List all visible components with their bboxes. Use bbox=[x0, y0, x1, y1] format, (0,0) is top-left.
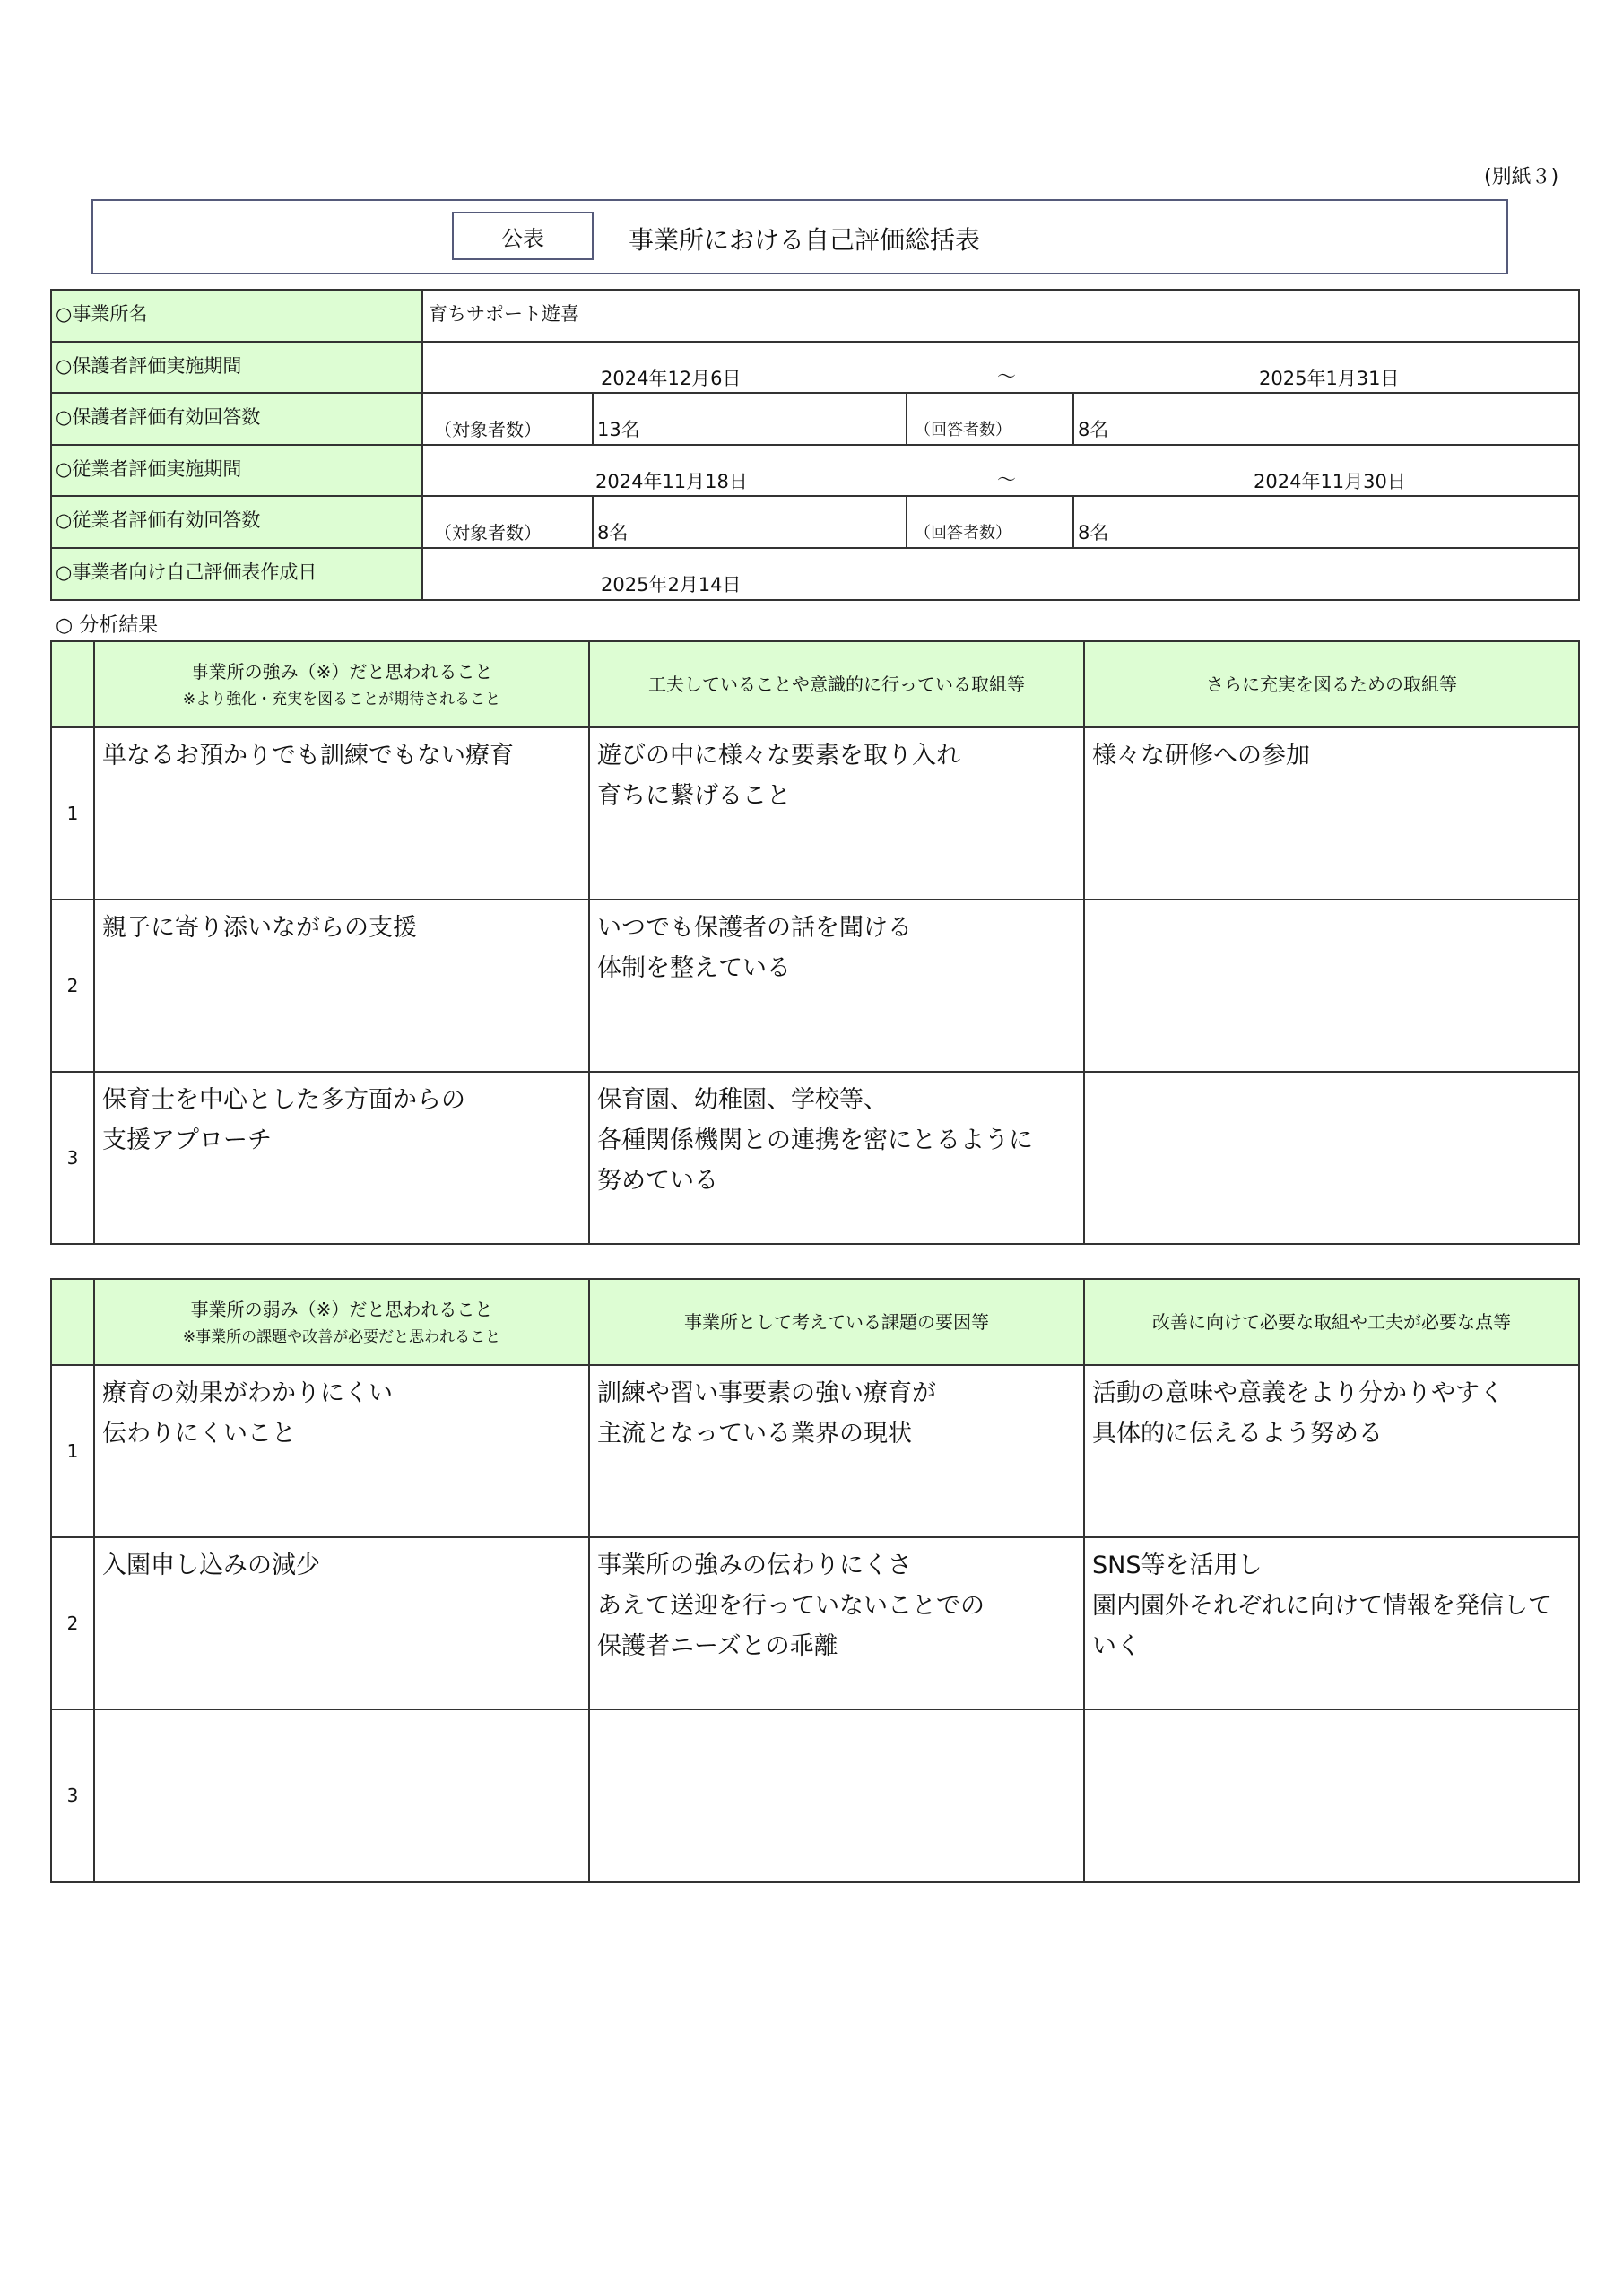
cell-line: 支援アプローチ bbox=[102, 1126, 272, 1154]
cell-line: あえて送迎を行っていないことでの bbox=[597, 1592, 985, 1620]
effort-cell bbox=[589, 1072, 1084, 1244]
parent-target-value: 13名 bbox=[593, 393, 907, 445]
weaknesses-header-col3: 改善に向けて必要な取組や工夫が必要な点等 bbox=[1084, 1279, 1579, 1365]
staff-response-label: （回答者数） bbox=[907, 496, 1073, 548]
strength-cell bbox=[94, 1072, 589, 1244]
staff-period-tilde: ～ bbox=[997, 468, 1016, 491]
weaknesses-header-col1 bbox=[94, 1279, 589, 1365]
cell-line: 育ちに繋げること bbox=[597, 782, 791, 810]
created-date-cell bbox=[422, 548, 1579, 600]
title-box bbox=[91, 199, 1508, 274]
weakness-cell bbox=[94, 1537, 589, 1709]
strength-cell bbox=[94, 900, 589, 1072]
enhancement-cell bbox=[1084, 727, 1579, 900]
cell-line: 親子に寄り添いながらの支援 bbox=[102, 914, 417, 942]
cell-line: 伝わりにくいこと bbox=[102, 1420, 296, 1448]
strengths-header-col1-note: ※より強化・充実を図ることが期待されること bbox=[182, 690, 501, 709]
parent-period-label: ○保護者評価実施期間 bbox=[51, 342, 422, 394]
cell-line: いつでも保護者の話を聞ける bbox=[597, 914, 912, 942]
row-number: 2 bbox=[51, 900, 94, 1072]
parent-period-end: 2025年1月31日 bbox=[1259, 367, 1400, 389]
created-date-value: 2025年2月14日 bbox=[601, 573, 742, 596]
strengths-header-col2: 工夫していることや意識的に行っている取組等 bbox=[589, 641, 1084, 727]
weaknesses-header-col2: 事業所として考えている課題の要因等 bbox=[589, 1279, 1084, 1365]
info-table bbox=[50, 289, 1580, 601]
parent-count-label: ○保護者評価有効回答数 bbox=[51, 393, 422, 445]
cause-cell bbox=[589, 1537, 1084, 1709]
strength-cell bbox=[94, 727, 589, 900]
staff-target-value: 8名 bbox=[593, 496, 907, 548]
improvement-cell bbox=[1084, 1537, 1579, 1709]
weaknesses-header-number bbox=[51, 1279, 94, 1365]
cause-cell bbox=[589, 1709, 1084, 1882]
enhancement-cell bbox=[1084, 1072, 1579, 1244]
office-name-label: ○事業所名 bbox=[51, 290, 422, 342]
weaknesses-header-col1-title: 事業所の弱み（※）だと思われること bbox=[190, 1298, 493, 1320]
cell-line: 様々な研修への参加 bbox=[1092, 742, 1310, 770]
info-row-created bbox=[51, 548, 1579, 600]
page-title: 事業所における自己評価総括表 bbox=[629, 225, 981, 255]
strengths-header-col1-title: 事業所の強み（※）だと思われること bbox=[190, 660, 493, 683]
staff-period-label: ○従業者評価実施期間 bbox=[51, 445, 422, 497]
cell-line: 具体的に伝えるよう努める bbox=[1092, 1420, 1383, 1448]
cell-line: 単なるお預かりでも訓練でもない療育 bbox=[102, 742, 514, 770]
cell-line: 療育の効果がわかりにくい bbox=[102, 1379, 393, 1407]
weaknesses-header-row bbox=[51, 1279, 1579, 1365]
row-number: 3 bbox=[51, 1709, 94, 1882]
cell-line: 訓練や習い事要素の強い療育が bbox=[597, 1379, 936, 1407]
effort-cell bbox=[589, 727, 1084, 900]
cell-line: SNS等を活用し bbox=[1092, 1552, 1263, 1579]
cell-line: 体制を整えている bbox=[597, 954, 791, 982]
parent-period-value bbox=[422, 342, 1579, 394]
cause-cell bbox=[589, 1365, 1084, 1537]
analysis-section-label: ○ 分析結果 bbox=[56, 614, 159, 637]
weaknesses-table bbox=[50, 1278, 1580, 1883]
cell-line: 主流となっている業界の現状 bbox=[597, 1420, 912, 1448]
row-number: 1 bbox=[51, 727, 94, 900]
row-number: 1 bbox=[51, 1365, 94, 1537]
strengths-header-col1 bbox=[94, 641, 589, 727]
public-badge: 公表 bbox=[452, 212, 594, 260]
parent-target-label: （対象者数） bbox=[422, 393, 593, 445]
row-number: 2 bbox=[51, 1537, 94, 1709]
staff-period-end: 2024年11月30日 bbox=[1254, 470, 1406, 492]
effort-cell bbox=[589, 900, 1084, 1072]
cell-line: 保育園、幼稚園、学校等、 bbox=[597, 1086, 888, 1114]
staff-period-value bbox=[422, 445, 1579, 497]
info-row-parent-count bbox=[51, 393, 1579, 445]
cell-line: 努めている bbox=[597, 1167, 718, 1195]
table-row bbox=[51, 727, 1579, 900]
info-row-staff-period bbox=[51, 445, 1579, 497]
info-row-staff-count bbox=[51, 496, 1579, 548]
cell-line: 園内園外それぞれに向けて情報を発信して bbox=[1092, 1592, 1552, 1620]
strengths-header-number bbox=[51, 641, 94, 727]
staff-count-label: ○従業者評価有効回答数 bbox=[51, 496, 422, 548]
table-row bbox=[51, 1709, 1579, 1882]
parent-response-label: （回答者数） bbox=[907, 393, 1073, 445]
enhancement-cell bbox=[1084, 900, 1579, 1072]
parent-response-value: 8名 bbox=[1073, 393, 1579, 445]
staff-period-start: 2024年11月18日 bbox=[595, 470, 748, 492]
staff-response-value: 8名 bbox=[1073, 496, 1579, 548]
table-row bbox=[51, 1365, 1579, 1537]
strengths-header-row bbox=[51, 641, 1579, 727]
info-row-parent-period bbox=[51, 342, 1579, 394]
weaknesses-header-col1-note: ※事業所の課題や改善が必要だと思われること bbox=[182, 1327, 501, 1346]
info-row-office bbox=[51, 290, 1579, 342]
row-number: 3 bbox=[51, 1072, 94, 1244]
weakness-cell bbox=[94, 1365, 589, 1537]
created-date-label: ○事業者向け自己評価表作成日 bbox=[51, 548, 422, 600]
weakness-cell bbox=[94, 1709, 589, 1882]
cell-line: 事業所の強みの伝わりにくさ bbox=[597, 1552, 912, 1579]
improvement-cell bbox=[1084, 1365, 1579, 1537]
parent-period-tilde: ～ bbox=[997, 365, 1016, 387]
table-row bbox=[51, 900, 1579, 1072]
strengths-table bbox=[50, 640, 1580, 1245]
staff-target-label: （対象者数） bbox=[422, 496, 593, 548]
cell-line: 遊びの中に様々な要素を取り入れ bbox=[597, 742, 960, 770]
cell-line: 保育士を中心とした多方面からの bbox=[102, 1086, 465, 1114]
cell-line: 各種関係機関との連携を密にとるように bbox=[597, 1126, 1033, 1154]
annex-label: (別紙３) bbox=[1484, 166, 1559, 188]
office-name-value: 育ちサポート遊喜 bbox=[422, 290, 1579, 342]
cell-line: 活動の意味や意義をより分かりやすく bbox=[1092, 1379, 1504, 1407]
table-row bbox=[51, 1072, 1579, 1244]
cell-line: 保護者ニーズとの乖離 bbox=[597, 1632, 838, 1660]
cell-line: 入園申し込みの減少 bbox=[102, 1552, 320, 1579]
strengths-header-col3: さらに充実を図るための取組等 bbox=[1084, 641, 1579, 727]
improvement-cell bbox=[1084, 1709, 1579, 1882]
table-row bbox=[51, 1537, 1579, 1709]
cell-line: いく bbox=[1092, 1632, 1141, 1660]
parent-period-start: 2024年12月6日 bbox=[601, 367, 742, 389]
